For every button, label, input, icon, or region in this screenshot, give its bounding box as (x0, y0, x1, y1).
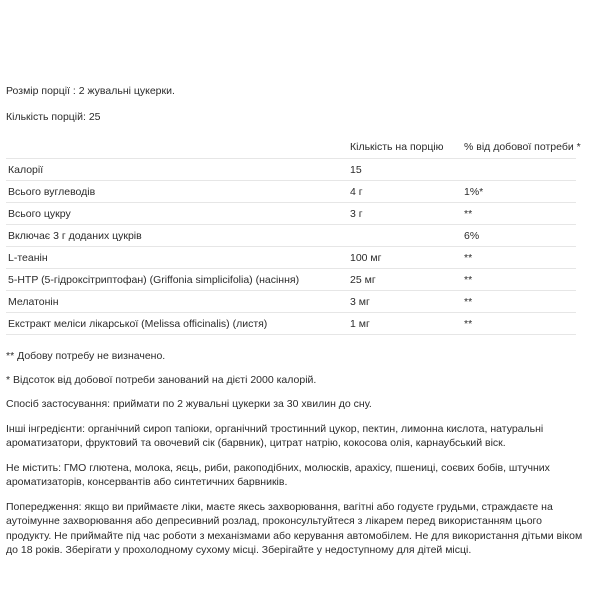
table-row (6, 225, 576, 247)
ingredient-dv (462, 159, 576, 181)
footnote-dv-basis: * Відсоток від добової потреби занований на дієті 2000 калорій. (6, 374, 317, 386)
table-row (6, 159, 576, 181)
header-ingredient (6, 136, 348, 159)
serving-size: Розмір порції : 2 жувальні цукерки. (6, 85, 175, 97)
ingredient-dv: 1%* (462, 181, 576, 203)
ingredient-name: Всього цукру (6, 203, 348, 225)
footnote-dv-not-established: ** Добову потребу не визначено. (6, 350, 166, 362)
usage-instructions: Спосіб застосування: приймати по 2 жувальні цукерки за 30 хвилин до сну. (6, 398, 372, 410)
table-row (6, 181, 576, 203)
ingredient-dv: ** (462, 269, 576, 291)
ingredient-amount: 25 мг (348, 269, 462, 291)
table-row (6, 313, 576, 335)
ingredient-amount (348, 225, 462, 247)
header-amount-per-serving: Кількість на порцію (348, 136, 462, 159)
other-ingredients: Інші інгредієнти: органічний сироп тапіоки, органічний тростинний цукор, пектин, лимонна кислота, натуральні ароматизатори, фруктовий та овочевий сік (барвник), цитрат натрію, кокосова олія, карнаубський віск. (6, 422, 544, 449)
ingredient-name: Калорії (6, 159, 348, 181)
ingredient-amount: 3 мг (348, 291, 462, 313)
table-row (6, 291, 576, 313)
warnings: Попередження: якщо ви приймаєте ліки, маєте якесь захворювання, вагітні або годуєте грудьми, страждаєте на аутоімунне захворювання або депресивний розлад, проконсультуйтеся з лікарем перед використанням цього продукту. Не приймайте під час роботи з механізмами або керування автомобілем. Не для використання дітьми віком до 18 років. Зберігати у прохолодному сухому місці. Зберігайте у недоступному для дітей місці. (6, 500, 583, 556)
ingredient-amount: 3 г (348, 203, 462, 225)
ingredient-name: Мелатонін (6, 291, 348, 313)
ingredient-amount: 4 г (348, 181, 462, 203)
ingredient-amount: 100 мг (348, 247, 462, 269)
header-daily-value: % від добової потреби * (462, 136, 576, 159)
supplement-facts-document (6, 84, 586, 558)
table-row (6, 247, 576, 269)
servings-count: Кількість порцій: 25 (6, 111, 101, 123)
does-not-contain: Не містить: ГМО глютена, молока, яєць, риби, ракоподібних, молюсків, арахісу, пшениці, соєвих бобів, штучних ароматизаторів, консервантів або синтетичних барвників. (6, 461, 550, 488)
table-header-row (6, 136, 576, 159)
ingredient-dv: ** (462, 247, 576, 269)
ingredient-dv: ** (462, 313, 576, 335)
ingredient-amount: 15 (348, 159, 462, 181)
ingredient-name: 5-HTP (5-гідроксітриптофан) (Griffonia simplicifolia) (насіння) (6, 269, 348, 291)
table-row (6, 269, 576, 291)
table-row (6, 203, 576, 225)
ingredient-dv: ** (462, 203, 576, 225)
ingredient-dv: ** (462, 291, 576, 313)
ingredient-amount: 1 мг (348, 313, 462, 335)
ingredient-name: Всього вуглеводів (6, 181, 348, 203)
ingredient-name: Включає 3 г доданих цукрів (6, 225, 348, 247)
ingredient-name: L-теанін (6, 247, 348, 269)
ingredient-dv: 6% (462, 225, 576, 247)
ingredient-name: Екстракт меліси лікарської (Melissa officinalis) (листя) (6, 313, 348, 335)
supplement-facts-table (6, 136, 581, 335)
